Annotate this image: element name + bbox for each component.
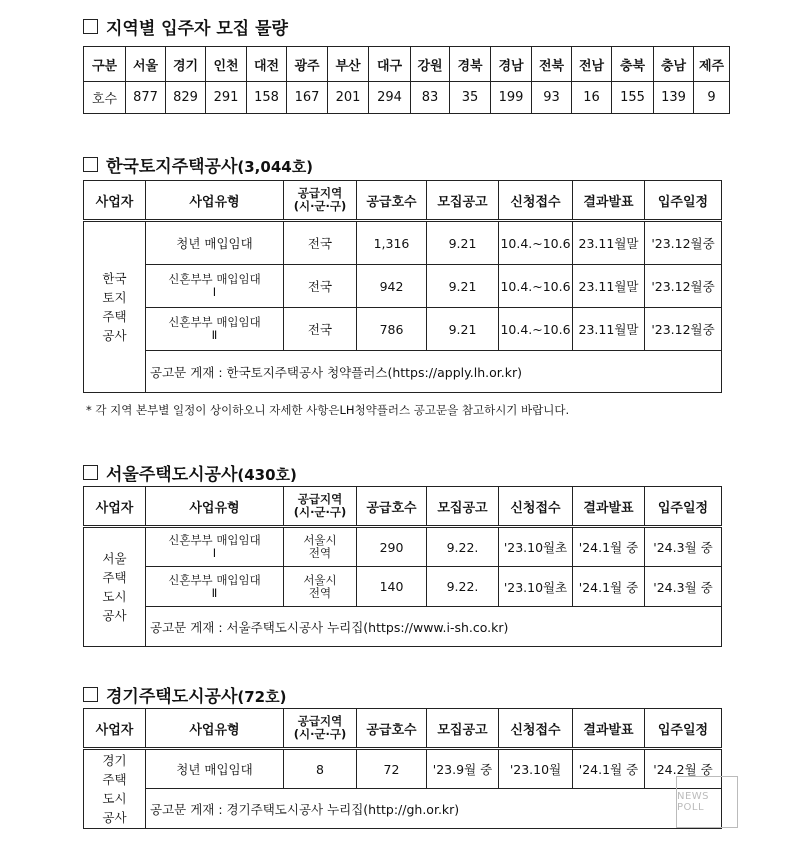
col-header: 사업유형 <box>146 709 284 749</box>
type-line: Ⅰ <box>212 285 217 299</box>
section-title-gh <box>83 682 286 707</box>
org-line: 경기 <box>102 753 127 768</box>
units-cell: 786 <box>357 308 427 351</box>
type-line: 신혼부부 매입임대 <box>168 572 261 587</box>
col-header-line: (시·군·구) <box>293 199 347 213</box>
notice-cell: 9.21 <box>427 308 499 351</box>
col-header: 모집공고 <box>427 181 499 221</box>
apply-cell: 10.4.~10.6 <box>499 265 573 308</box>
region-cell: 8 <box>284 749 357 789</box>
table-row <box>84 749 722 789</box>
type-cell: 청년 매입임대 <box>146 749 284 789</box>
col-header: 공급호수 <box>357 181 427 221</box>
header-cell: 전북 <box>532 47 572 82</box>
type-line: Ⅱ <box>211 585 218 600</box>
region-cell: 전국 <box>284 265 357 308</box>
col-header: 사업자 <box>84 709 146 749</box>
data-cell: 291 <box>206 82 247 114</box>
table-row <box>84 351 722 393</box>
col-header <box>284 709 357 749</box>
type-line: Ⅰ <box>212 546 217 560</box>
header-cell: 서울 <box>126 47 166 82</box>
apply-cell: 10.4.~10.6 <box>499 221 573 265</box>
col-header: 입주일정 <box>645 487 722 527</box>
col-header-line: 공급지역 <box>297 492 343 506</box>
apply-cell: '23.10월초 <box>499 567 573 607</box>
region-cell: 전국 <box>284 308 357 351</box>
org-cell <box>84 221 146 393</box>
move-cell: '23.12월중 <box>645 221 722 265</box>
data-cell: 877 <box>126 82 166 114</box>
section-title-text: 지역별 입주자 모집 물량 <box>106 19 288 39</box>
table-row <box>84 789 722 829</box>
org-line: 주택 <box>102 570 127 585</box>
result-cell: 23.11월말 <box>573 221 645 265</box>
table-row <box>84 567 722 607</box>
header-cell: 경기 <box>166 47 206 82</box>
header-cell: 경남 <box>491 47 532 82</box>
col-header: 사업자 <box>84 181 146 221</box>
checkbox-square-icon <box>83 19 98 34</box>
notice-cell: 9.22. <box>427 527 499 567</box>
move-cell: '23.12월중 <box>645 308 722 351</box>
col-header: 결과발표 <box>573 487 645 527</box>
org-line: 도시 <box>102 791 127 806</box>
gh-count-text: (72호) <box>237 688 287 706</box>
notice-cell: '23.9월 중 <box>427 749 499 789</box>
checkbox-square-icon <box>83 157 98 172</box>
col-header <box>284 487 357 527</box>
region-line: 서울시 <box>303 572 337 587</box>
header-cell: 충북 <box>612 47 654 82</box>
section-title-lh <box>83 152 313 177</box>
table-row <box>84 308 722 351</box>
lh-header-row <box>84 181 722 221</box>
org-cell <box>84 749 146 829</box>
type-cell: 청년 매입임대 <box>146 221 284 265</box>
org-line: 토지 <box>102 290 127 305</box>
region-cell: 전국 <box>284 221 357 265</box>
region-line: 전역 <box>308 546 332 560</box>
table-row <box>84 527 722 567</box>
units-cell: 140 <box>357 567 427 607</box>
org-line: 공사 <box>102 810 127 825</box>
move-cell: '24.3월 중 <box>645 567 722 607</box>
result-cell: '24.1월 중 <box>573 527 645 567</box>
data-cell: 294 <box>369 82 411 114</box>
units-cell: 72 <box>357 749 427 789</box>
table-row <box>84 265 722 308</box>
header-cell: 구분 <box>84 47 126 82</box>
regional-table <box>83 46 730 114</box>
type-cell <box>146 567 284 607</box>
col-header: 신청접수 <box>499 487 573 527</box>
col-header: 신청접수 <box>499 709 573 749</box>
col-header: 입주일정 <box>645 181 722 221</box>
data-cell: 158 <box>247 82 287 114</box>
units-cell: 942 <box>357 265 427 308</box>
result-cell: '24.1월 중 <box>573 749 645 789</box>
data-cell: 167 <box>287 82 328 114</box>
data-cell: 16 <box>572 82 612 114</box>
header-cell: 대구 <box>369 47 411 82</box>
move-cell: '23.12월중 <box>645 265 722 308</box>
data-cell: 호수 <box>84 82 126 114</box>
region-cell <box>284 527 357 567</box>
watermark-logo: NEWS POLL <box>676 776 738 828</box>
header-cell: 광주 <box>287 47 328 82</box>
move-cell: '24.3월 중 <box>645 527 722 567</box>
notice-cell: 9.22. <box>427 567 499 607</box>
col-header: 입주일정 <box>645 709 722 749</box>
header-cell: 부산 <box>328 47 369 82</box>
org-line: 한국 <box>102 271 127 286</box>
table-row <box>84 607 722 647</box>
header-cell: 충남 <box>654 47 694 82</box>
regional-header-row <box>84 47 730 82</box>
notice-text: 공고문 게재 : 서울주택도시공사 누리집(https://www.i-sh.co.kr) <box>146 607 722 647</box>
data-cell: 83 <box>411 82 450 114</box>
data-cell: 9 <box>694 82 730 114</box>
data-cell: 155 <box>612 82 654 114</box>
lh-count-text: (3,044호) <box>237 158 314 176</box>
col-header: 사업유형 <box>146 181 284 221</box>
result-cell: 23.11월말 <box>573 308 645 351</box>
lh-table <box>83 180 722 393</box>
gh-table <box>83 708 722 829</box>
type-cell <box>146 527 284 567</box>
lh-title-text: 한국토지주택공사 <box>106 157 238 177</box>
result-cell: '24.1월 중 <box>573 567 645 607</box>
lh-footnote: * 각 지역 본부별 일정이 상이하오니 자세한 사항은LH청약플러스 공고문을 참고하시기 바랍니다. <box>86 403 570 417</box>
org-line: 공사 <box>102 328 127 343</box>
gh-header-row <box>84 709 722 749</box>
col-header-line: (시·군·구) <box>293 505 347 519</box>
apply-cell: '23.10월초 <box>499 527 573 567</box>
type-line: 신혼부부 매입임대 <box>168 272 261 286</box>
notice-cell: 9.21 <box>427 265 499 308</box>
notice-text: 공고문 게재 : 경기주택도시공사 누리집(http://gh.or.kr) <box>146 789 722 829</box>
type-line: 신혼부부 매입임대 <box>168 533 261 547</box>
col-header: 사업자 <box>84 487 146 527</box>
table-row <box>84 221 722 265</box>
sh-header-row <box>84 487 722 527</box>
org-line: 주택 <box>102 309 127 324</box>
units-cell: 290 <box>357 527 427 567</box>
apply-cell: '23.10월 <box>499 749 573 789</box>
region-line: 전역 <box>308 585 332 600</box>
sh-table <box>83 486 722 647</box>
org-line: 공사 <box>102 608 127 623</box>
section-title-regional <box>83 14 288 39</box>
col-header: 모집공고 <box>427 487 499 527</box>
header-cell: 전남 <box>572 47 612 82</box>
sh-count-text: (430호) <box>237 466 297 484</box>
notice-text: 공고문 게재 : 한국토지주택공사 청약플러스(https://apply.lh.or.kr) <box>146 351 722 393</box>
section-title-sh <box>83 460 297 485</box>
gh-title-text: 경기주택도시공사 <box>106 687 238 707</box>
col-header <box>284 181 357 221</box>
data-cell: 35 <box>450 82 491 114</box>
header-cell: 대전 <box>247 47 287 82</box>
notice-cell: 9.21 <box>427 221 499 265</box>
data-cell: 201 <box>328 82 369 114</box>
col-header: 공급호수 <box>357 487 427 527</box>
region-cell <box>284 567 357 607</box>
data-cell: 199 <box>491 82 532 114</box>
col-header-line: 공급지역 <box>297 186 343 200</box>
move-cell: '24.2월 중 <box>645 749 722 789</box>
org-line: 도시 <box>102 589 127 604</box>
data-cell: 93 <box>532 82 572 114</box>
col-header: 신청접수 <box>499 181 573 221</box>
data-cell: 829 <box>166 82 206 114</box>
type-cell <box>146 265 284 308</box>
result-cell: 23.11월말 <box>573 265 645 308</box>
col-header-line: (시·군·구) <box>293 727 347 741</box>
checkbox-square-icon <box>83 465 98 480</box>
region-line: 서울시 <box>303 533 337 547</box>
sh-title-text: 서울주택도시공사 <box>106 465 238 485</box>
checkbox-square-icon <box>83 687 98 702</box>
col-header-line: 공급지역 <box>297 714 343 728</box>
data-cell: 139 <box>654 82 694 114</box>
apply-cell: 10.4.~10.6 <box>499 308 573 351</box>
type-line: 신혼부부 매입임대 <box>168 315 261 329</box>
type-line: Ⅱ <box>211 328 218 342</box>
type-cell <box>146 308 284 351</box>
col-header: 결과발표 <box>573 709 645 749</box>
header-cell: 제주 <box>694 47 730 82</box>
header-cell: 인천 <box>206 47 247 82</box>
header-cell: 강원 <box>411 47 450 82</box>
col-header: 사업유형 <box>146 487 284 527</box>
header-cell: 경북 <box>450 47 491 82</box>
col-header: 공급호수 <box>357 709 427 749</box>
regional-data-row <box>84 82 730 114</box>
units-cell: 1,316 <box>357 221 427 265</box>
col-header: 모집공고 <box>427 709 499 749</box>
org-line: 서울 <box>102 551 127 566</box>
org-line: 주택 <box>102 772 127 787</box>
col-header: 결과발표 <box>573 181 645 221</box>
org-cell <box>84 527 146 647</box>
